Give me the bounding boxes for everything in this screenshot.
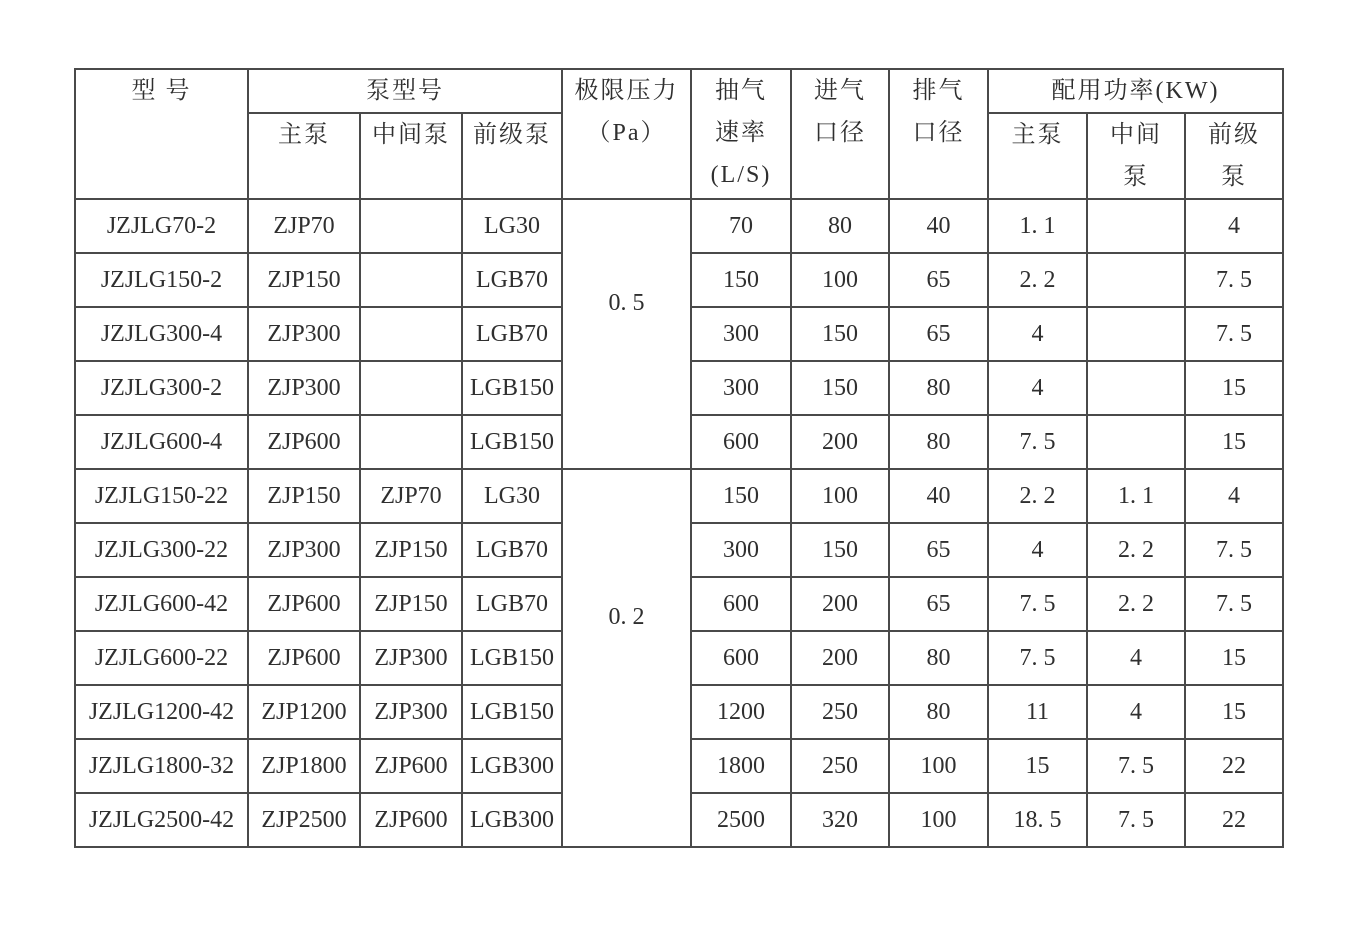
cell-model: JZJLG1200-42 (75, 685, 248, 739)
header-outlet-diameter (889, 69, 988, 199)
cell-outlet-diameter: 65 (889, 577, 988, 631)
cell-main-pump: ZJP70 (248, 199, 360, 253)
cell-outlet-diameter: 80 (889, 631, 988, 685)
cell-power-fore: 4 (1185, 199, 1283, 253)
cell-fore-pump: LGB70 (462, 253, 562, 307)
cell-fore-pump: LGB300 (462, 739, 562, 793)
cell-power-fore: 15 (1185, 685, 1283, 739)
cell-power-main: 4 (988, 523, 1087, 577)
header-power-middle-pump (1087, 113, 1185, 199)
cell-fore-pump: LGB150 (462, 415, 562, 469)
header-power-fore-pump (1185, 113, 1283, 199)
header-model: 型 号 (75, 69, 248, 199)
cell-power-middle (1087, 253, 1185, 307)
cell-pumping-speed: 150 (691, 253, 791, 307)
cell-middle-pump (360, 199, 462, 253)
cell-inlet-diameter: 200 (791, 415, 889, 469)
cell-pumping-speed: 150 (691, 469, 791, 523)
cell-fore-pump: LGB150 (462, 631, 562, 685)
cell-power-fore: 7. 5 (1185, 253, 1283, 307)
header-power-fore-line1: 前级 (1208, 122, 1260, 148)
cell-power-fore: 15 (1185, 361, 1283, 415)
cell-ultimate-pressure-group2 (562, 469, 691, 847)
cell-power-main: 7. 5 (988, 577, 1087, 631)
cell-ultimate-pressure-group1 (562, 199, 691, 469)
cell-power-fore: 4 (1185, 469, 1283, 523)
cell-power-main: 11 (988, 685, 1087, 739)
cell-inlet-diameter: 100 (791, 253, 889, 307)
header-ultimate-pressure-line2: （Pa） (586, 120, 667, 146)
cell-fore-pump: LG30 (462, 469, 562, 523)
cell-power-main: 7. 5 (988, 415, 1087, 469)
cell-power-middle (1087, 199, 1185, 253)
cell-power-fore: 7. 5 (1185, 523, 1283, 577)
cell-model: JZJLG600-4 (75, 415, 248, 469)
cell-inlet-diameter: 100 (791, 469, 889, 523)
cell-power-middle: 1. 1 (1087, 469, 1185, 523)
cell-model: JZJLG150-22 (75, 469, 248, 523)
pump-spec-table (74, 68, 1284, 848)
cell-pumping-speed: 70 (691, 199, 791, 253)
cell-main-pump: ZJP300 (248, 523, 360, 577)
cell-inlet-diameter: 150 (791, 361, 889, 415)
cell-main-pump: ZJP150 (248, 253, 360, 307)
cell-pumping-speed: 300 (691, 523, 791, 577)
header-ultimate-pressure-line1: 极限压力 (574, 78, 679, 104)
cell-inlet-diameter: 320 (791, 793, 889, 847)
cell-pumping-speed: 300 (691, 361, 791, 415)
cell-main-pump: ZJP300 (248, 307, 360, 361)
cell-middle-pump (360, 253, 462, 307)
cell-power-fore: 7. 5 (1185, 307, 1283, 361)
ultimate-pressure-value: 0. 5 (608, 289, 645, 316)
cell-middle-pump: ZJP300 (360, 631, 462, 685)
cell-power-main: 1. 1 (988, 199, 1087, 253)
cell-model: JZJLG70-2 (75, 199, 248, 253)
cell-power-middle: 2. 2 (1087, 577, 1185, 631)
header-pumping-speed-line1: 抽气 (715, 78, 767, 104)
cell-middle-pump: ZJP150 (360, 523, 462, 577)
header-power-middle-line1: 中间 (1110, 122, 1162, 148)
header-outlet-line2: 口径 (912, 120, 965, 146)
header-pumping-speed-line2: 速率 (715, 120, 767, 146)
cell-pumping-speed: 1200 (691, 685, 791, 739)
cell-middle-pump (360, 415, 462, 469)
cell-inlet-diameter: 200 (791, 631, 889, 685)
cell-model: JZJLG300-2 (75, 361, 248, 415)
header-power-main-pump: 主泵 (988, 113, 1087, 199)
cell-main-pump: ZJP2500 (248, 793, 360, 847)
header-inlet-line2: 口径 (814, 120, 866, 146)
cell-middle-pump: ZJP300 (360, 685, 462, 739)
cell-pumping-speed: 600 (691, 577, 791, 631)
cell-pumping-speed: 600 (691, 631, 791, 685)
header-inlet-line1: 进气 (814, 78, 866, 104)
header-fore-pump: 前级泵 (462, 113, 562, 199)
cell-power-fore: 15 (1185, 415, 1283, 469)
cell-power-main: 7. 5 (988, 631, 1087, 685)
cell-middle-pump: ZJP600 (360, 739, 462, 793)
cell-power-middle: 7. 5 (1087, 793, 1185, 847)
cell-outlet-diameter: 100 (889, 739, 988, 793)
cell-power-middle: 4 (1087, 685, 1185, 739)
cell-outlet-diameter: 40 (889, 469, 988, 523)
cell-power-main: 2. 2 (988, 469, 1087, 523)
cell-model: JZJLG150-2 (75, 253, 248, 307)
cell-main-pump: ZJP600 (248, 577, 360, 631)
ultimate-pressure-value: 0. 2 (608, 603, 645, 630)
cell-model: JZJLG1800-32 (75, 739, 248, 793)
cell-pumping-speed: 1800 (691, 739, 791, 793)
cell-main-pump: ZJP300 (248, 361, 360, 415)
header-pumping-speed-line3: (L/S) (710, 162, 772, 188)
cell-fore-pump: LGB70 (462, 523, 562, 577)
cell-power-main: 15 (988, 739, 1087, 793)
cell-power-fore: 7. 5 (1185, 577, 1283, 631)
cell-power-main: 2. 2 (988, 253, 1087, 307)
cell-inlet-diameter: 250 (791, 685, 889, 739)
cell-power-middle: 4 (1087, 631, 1185, 685)
cell-model: JZJLG2500-42 (75, 793, 248, 847)
cell-model: JZJLG300-4 (75, 307, 248, 361)
table-row (75, 469, 1283, 523)
cell-fore-pump: LG30 (462, 199, 562, 253)
cell-middle-pump (360, 361, 462, 415)
header-power-group: 配用功率(KW) (988, 69, 1283, 113)
cell-power-fore: 15 (1185, 631, 1283, 685)
cell-inlet-diameter: 200 (791, 577, 889, 631)
cell-fore-pump: LGB300 (462, 793, 562, 847)
cell-power-middle (1087, 361, 1185, 415)
header-power-fore-line2: 泵 (1221, 164, 1247, 190)
cell-outlet-diameter: 80 (889, 415, 988, 469)
cell-fore-pump: LGB150 (462, 685, 562, 739)
header-outlet-line1: 排气 (912, 78, 965, 104)
cell-outlet-diameter: 100 (889, 793, 988, 847)
cell-power-fore: 22 (1185, 793, 1283, 847)
cell-main-pump: ZJP600 (248, 415, 360, 469)
cell-power-middle: 2. 2 (1087, 523, 1185, 577)
cell-inlet-diameter: 80 (791, 199, 889, 253)
cell-main-pump: ZJP600 (248, 631, 360, 685)
cell-model: JZJLG600-42 (75, 577, 248, 631)
header-ultimate-pressure (562, 69, 691, 199)
cell-outlet-diameter: 40 (889, 199, 988, 253)
table-row (75, 199, 1283, 253)
cell-power-middle (1087, 307, 1185, 361)
header-power-middle-line2: 泵 (1123, 164, 1149, 190)
header-pumping-speed (691, 69, 791, 199)
cell-main-pump: ZJP150 (248, 469, 360, 523)
cell-pumping-speed: 600 (691, 415, 791, 469)
cell-power-middle: 7. 5 (1087, 739, 1185, 793)
cell-fore-pump: LGB70 (462, 577, 562, 631)
cell-middle-pump (360, 307, 462, 361)
cell-inlet-diameter: 150 (791, 523, 889, 577)
header-row-1 (75, 69, 1283, 113)
header-middle-pump: 中间泵 (360, 113, 462, 199)
header-inlet-diameter (791, 69, 889, 199)
cell-middle-pump: ZJP70 (360, 469, 462, 523)
header-main-pump: 主泵 (248, 113, 360, 199)
cell-main-pump: ZJP1200 (248, 685, 360, 739)
cell-power-fore: 22 (1185, 739, 1283, 793)
cell-fore-pump: LGB70 (462, 307, 562, 361)
cell-model: JZJLG600-22 (75, 631, 248, 685)
cell-model: JZJLG300-22 (75, 523, 248, 577)
cell-power-main: 18. 5 (988, 793, 1087, 847)
cell-power-main: 4 (988, 361, 1087, 415)
cell-outlet-diameter: 65 (889, 307, 988, 361)
cell-fore-pump: LGB150 (462, 361, 562, 415)
header-pump-model-group: 泵型号 (248, 69, 562, 113)
cell-outlet-diameter: 80 (889, 361, 988, 415)
cell-pumping-speed: 2500 (691, 793, 791, 847)
cell-outlet-diameter: 80 (889, 685, 988, 739)
cell-outlet-diameter: 65 (889, 523, 988, 577)
cell-inlet-diameter: 250 (791, 739, 889, 793)
cell-outlet-diameter: 65 (889, 253, 988, 307)
cell-power-middle (1087, 415, 1185, 469)
cell-inlet-diameter: 150 (791, 307, 889, 361)
cell-main-pump: ZJP1800 (248, 739, 360, 793)
cell-pumping-speed: 300 (691, 307, 791, 361)
cell-middle-pump: ZJP600 (360, 793, 462, 847)
cell-power-main: 4 (988, 307, 1087, 361)
cell-middle-pump: ZJP150 (360, 577, 462, 631)
